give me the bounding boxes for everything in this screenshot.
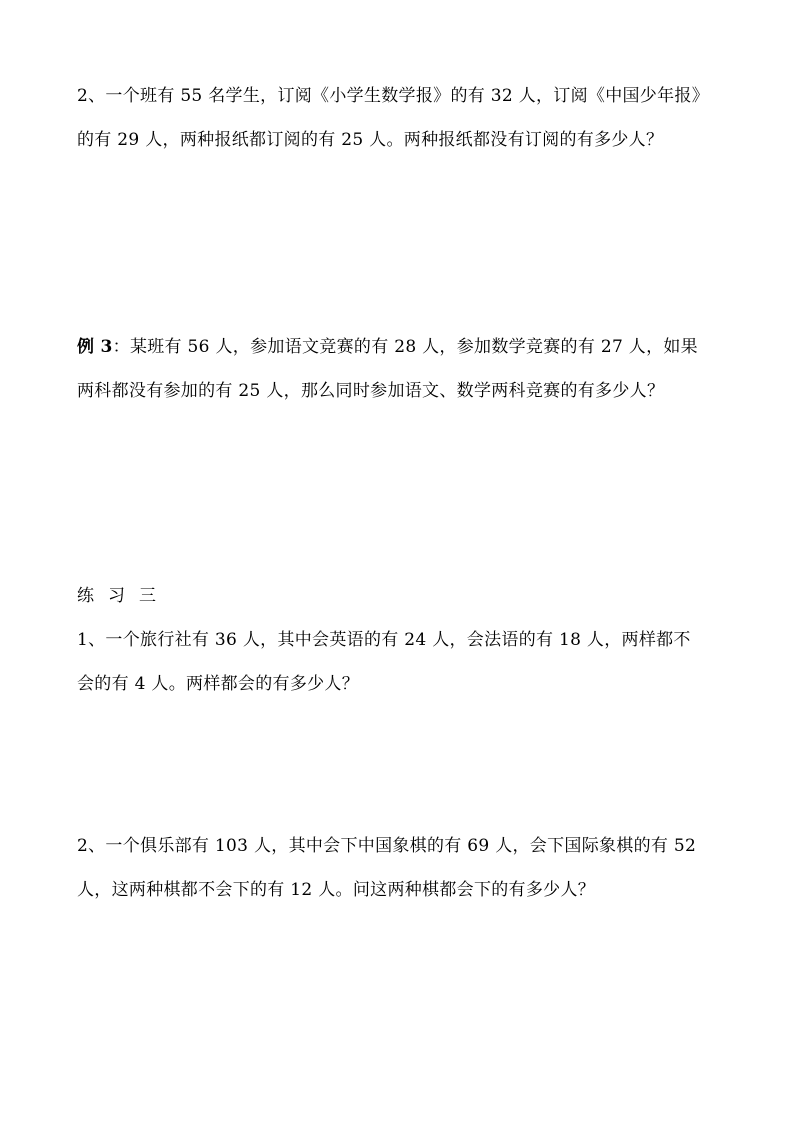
problem-a-line-2: 的有 29 人，两种报纸都订阅的有 25 人。两种报纸都没有订阅的有多少人？ — [77, 130, 664, 150]
exercise-3-heading: 练习三 — [77, 586, 170, 606]
exercise-3-problem-1-line-2: 会的有 4 人。两样都会的有多少人？ — [77, 674, 360, 694]
exercise-3-problem-2-line-1: 2、一个俱乐部有 103 人，其中会下中国象棋的有 69 人，会下国际象棋的有 52 — [77, 836, 697, 856]
exercise-3-problem-2-line-2: 人，这两种棋都不会下的有 12 人。问这两种棋都会下的有多少人？ — [77, 880, 596, 900]
example-3-label: 例 3 — [77, 337, 113, 357]
example-3-line-2: 两科都没有参加的有 25 人，那么同时参加语文、数学两科竞赛的有多少人？ — [77, 381, 665, 401]
problem-a-line-1: 2、一个班有 55 名学生，订阅《小学生数学报》的有 32 人，订阅《中国少年报》 — [77, 86, 709, 106]
example-3-line-1-text: ：某班有 56 人，参加语文竞赛的有 28 人，参加数学竞赛的有 27 人，如果 — [112, 337, 698, 357]
exercise-3-problem-1-line-1: 1、一个旅行社有 36 人，其中会英语的有 24 人，会法语的有 18 人，两样都不 — [77, 630, 691, 650]
example-3-line-1 — [77, 335, 727, 359]
